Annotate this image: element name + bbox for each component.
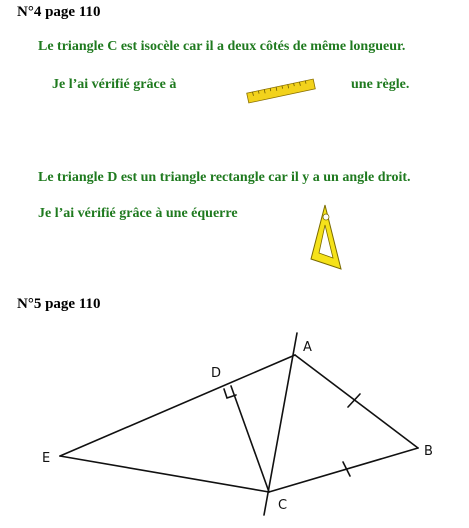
segment-ea — [60, 355, 295, 456]
statement-triangle-d: Le triangle D est un triangle rectangle car il y a un angle droit. — [38, 170, 411, 185]
segment-bc — [269, 448, 418, 492]
vertex-label-c: C — [278, 498, 288, 513]
statement-triangle-c: Le triangle C est isocèle car il a deux côtés de même longueur. — [38, 39, 406, 54]
vertex-label-d: D — [211, 366, 222, 381]
verification-set-square-text: Je l’ai vérifié grâce à une équerre — [38, 206, 238, 221]
vertex-label-b: B — [424, 444, 433, 459]
line-ac-extended — [264, 333, 297, 515]
exercise-5-heading: N°5 page 110 — [17, 296, 101, 312]
segment-ec — [60, 456, 269, 492]
segment-ab — [295, 355, 418, 448]
exercise-4-heading: N°4 page 110 — [17, 4, 101, 20]
vertex-label-a: A — [303, 340, 312, 355]
segment-cd — [231, 386, 269, 492]
vertex-label-e: E — [42, 451, 51, 466]
verification-ruler-tool-name: une règle. — [351, 77, 410, 92]
verification-ruler-text: Je l’ai vérifié grâce à — [52, 77, 177, 92]
